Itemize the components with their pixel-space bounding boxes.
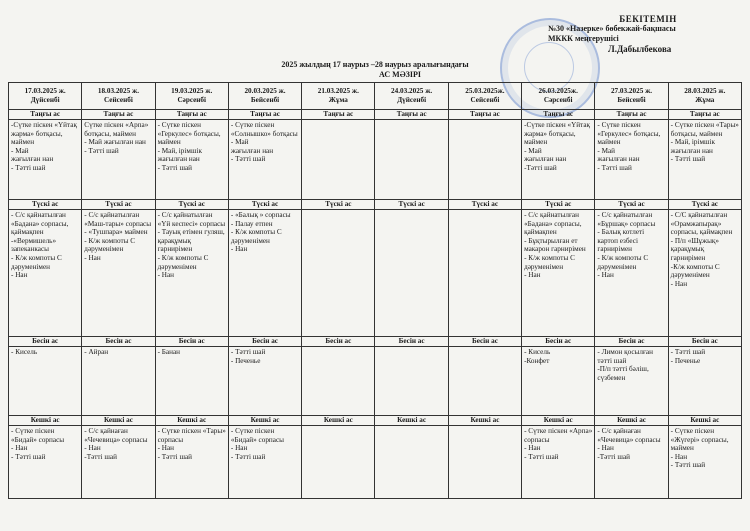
meal-name: Кешкі ас <box>228 416 301 426</box>
menu-item: - Нан <box>157 444 175 453</box>
meal-cell <box>82 120 155 200</box>
menu-item: -«Вермишель» запеканкасы <box>11 236 57 254</box>
meal-name: Таңғы ас <box>9 110 82 120</box>
meal-name: Таңғы ас <box>155 110 228 120</box>
day-header <box>522 83 595 110</box>
meal-name: Кешкі ас <box>375 416 448 426</box>
day-header <box>448 83 521 110</box>
day-header <box>668 83 741 110</box>
date-header-row <box>9 83 742 110</box>
menu-item: - С/с қайнатылған «Маш-тары» сорпасы <box>84 211 152 228</box>
menu-item: -Тәтті шай <box>84 452 117 461</box>
menu-item: -Сүтке піскен «Үйтақ жарма» ботқасы, маймен <box>524 121 591 147</box>
meal-cell <box>155 120 228 200</box>
menu-item: - С/с қайнатылған «Бадана» сорпасы, қаймақпен <box>524 211 582 237</box>
menu-item: - Нан <box>157 271 175 280</box>
menu-item: жағылған нан <box>524 155 567 164</box>
meal-name: Бесін ас <box>82 337 155 347</box>
menu-item: -П/п тәтті бәліш, сүзбемен <box>597 365 649 382</box>
menu-item: - Печенье <box>670 356 701 365</box>
meal-cell <box>375 120 448 200</box>
meal-name: Түскі ас <box>522 200 595 210</box>
day-date: 24.03.2025 ж. <box>391 87 433 96</box>
day-weekday: Бейсенбі <box>250 96 280 104</box>
day-header <box>82 83 155 110</box>
meal-cell <box>302 120 375 200</box>
menu-item: -Тәтті шай <box>597 452 630 461</box>
day-weekday: Дүйсенбі <box>30 96 60 104</box>
day-date: 28.03.2025 ж. <box>684 87 726 96</box>
day-weekday: Сәрсенбі <box>543 96 573 104</box>
menu-item: - Банан <box>157 348 180 356</box>
approval-title: БЕКІТЕМІН <box>619 14 677 24</box>
menu-item: - Бұқтырылған ет макарон гарнирімен <box>524 236 586 254</box>
day-date: 27.03.2025 ж. <box>610 87 653 96</box>
menu-item: - Май <box>230 138 249 147</box>
menu-item: - Нан <box>11 271 28 280</box>
meal-name: Түскі ас <box>155 200 228 210</box>
menu-item: -Конфет <box>524 356 550 365</box>
menu-item: -К/ж компоты С дәруменімен <box>670 262 720 280</box>
day-weekday: Сәрсенбі <box>177 96 207 104</box>
day-date: 25.03.2025ж. <box>465 87 505 96</box>
day-date: 21.03.2025 ж. <box>317 87 359 96</box>
meal-header-row <box>9 416 742 426</box>
menu-item: -Сүтке піскен «Үйтақ жарма» ботқасы, маймен <box>11 121 77 147</box>
menu-item: - Тәтті шай <box>230 452 266 461</box>
meal-name: Бесін ас <box>302 337 375 347</box>
meal-name: Таңғы ас <box>522 110 595 120</box>
menu-item: - «Балық » сорпасы <box>230 211 291 219</box>
menu-item: - Сүтке піскен «Тары» ботқасы, маймен <box>670 121 739 138</box>
meal-name: Бесін ас <box>668 337 741 347</box>
menu-item: - С/с қайнаған «Чечевица» сорпасы <box>597 427 661 444</box>
meal-cell <box>228 120 301 200</box>
menu-item: - С/с қайнатылған «Үй кеспесі» сорпасы <box>157 211 226 228</box>
meal-name: Кешкі ас <box>522 416 595 426</box>
approval-block <box>548 14 748 54</box>
meal-cell <box>302 347 375 416</box>
meal-name: Бесін ас <box>155 337 228 347</box>
menu-item: жағылған нан <box>230 146 274 155</box>
day-weekday: Жұма <box>695 96 715 104</box>
menu-item: - Тәтті шай <box>670 348 706 356</box>
menu-item: - П/п «Шұжық» қарақұмық гарнирімен <box>670 236 720 262</box>
meal-cell <box>228 426 301 499</box>
meal-cell <box>668 426 741 499</box>
day-header <box>9 83 82 110</box>
menu-item: - С/С қайнатылған «Орамжапырақ» сорпасы, қаймақпен <box>670 211 733 237</box>
menu-item: - К/ж компоты С дәруменімен <box>524 253 575 271</box>
meal-name: Кешкі ас <box>595 416 668 426</box>
menu-item: - Нан <box>230 245 248 254</box>
menu-item: - Тәтті шай <box>230 348 266 356</box>
day-header <box>302 83 375 110</box>
menu-item: - Май, ірімшік жағылған нан <box>157 146 202 164</box>
meal-cell <box>82 426 155 499</box>
approval-line-2: МККК меңгерушісі <box>548 34 619 43</box>
meal-header-row <box>9 337 742 347</box>
period-title: 2025 жылдың 17 наурыз –28 наурыз аралығындағы <box>281 60 469 69</box>
meal-cell <box>522 120 595 200</box>
meal-name: Таңғы ас <box>228 110 301 120</box>
meal-cell <box>522 347 595 416</box>
meal-cell <box>82 210 155 337</box>
meal-name: Бесін ас <box>228 337 301 347</box>
approval-line-1: №30 «Назерке» бөбекжай-бақшасы <box>548 24 676 33</box>
meal-cell <box>375 210 448 337</box>
menu-table <box>8 82 742 499</box>
menu-item: - Сүтке піскен «Тары» сорпасы <box>157 427 226 444</box>
menu-item: - Сүтке піскен «Бидай» сорпасы <box>11 427 65 444</box>
menu-item: - Тауық етімен гуляш, қарақұмық гарнирімен <box>157 228 225 254</box>
meal-name: Кешкі ас <box>668 416 741 426</box>
meal-cell <box>668 210 741 337</box>
meal-cell <box>9 426 82 499</box>
meal-cell <box>302 426 375 499</box>
meal-name: Түскі ас <box>668 200 741 210</box>
menu-item: - Нан <box>230 444 248 453</box>
meal-cell <box>155 210 228 337</box>
meal-name: Кешкі ас <box>82 416 155 426</box>
day-header <box>228 83 301 110</box>
day-date: 20.03.2025 ж. <box>244 87 286 96</box>
menu-item: - Тәтті шай <box>11 452 46 461</box>
day-weekday: Сейсенбі <box>470 96 500 104</box>
menu-item: - Нан <box>670 452 688 461</box>
menu-item: - Сүтке піскен «Бидай» сорпасы <box>230 427 284 444</box>
meal-name: Түскі ас <box>448 200 521 210</box>
meal-name: Таңғы ас <box>82 110 155 120</box>
menu-item: - Сүтке піскен «Жүгері» сорпасы, маймен <box>670 427 729 453</box>
meal-cell <box>9 210 82 337</box>
menu-item: - Палау етпен <box>230 219 273 228</box>
meal-name: Түскі ас <box>9 200 82 210</box>
day-weekday: Бейсенбі <box>617 96 646 104</box>
menu-item: - Май <box>597 146 615 155</box>
meal-name: Таңғы ас <box>302 110 375 120</box>
menu-item: - Нан <box>11 444 28 453</box>
meal-name: Кешкі ас <box>155 416 228 426</box>
menu-item: жағылған нан <box>597 155 640 164</box>
meal-header-row <box>9 110 742 120</box>
menu-item: - Тәтті шай <box>597 163 632 172</box>
meal-cell <box>9 347 82 416</box>
menu-item: - Кисель <box>11 348 38 356</box>
menu-item: - Печенье <box>230 356 261 365</box>
menu-item: - Нан <box>84 444 101 453</box>
meal-name: Түскі ас <box>375 200 448 210</box>
meal-name: Бесін ас <box>9 337 82 347</box>
meal-name: Бесін ас <box>522 337 595 347</box>
menu-item: - Тәтті шай <box>157 452 193 461</box>
menu-item: - «Тушпара» маймен <box>84 228 148 237</box>
day-header <box>155 83 228 110</box>
meal-content-row <box>9 120 742 200</box>
meal-cell <box>375 347 448 416</box>
meal-cell <box>448 210 521 337</box>
meal-name: Түскі ас <box>595 200 668 210</box>
approval-signature: Л.Дабылбекова <box>608 44 672 54</box>
meal-name: Таңғы ас <box>448 110 521 120</box>
meal-cell <box>448 120 521 200</box>
menu-item: - Тәтті шай <box>11 163 46 172</box>
meal-cell <box>595 210 668 337</box>
meal-name: Таңғы ас <box>375 110 448 120</box>
meal-name: Бесін ас <box>595 337 668 347</box>
meal-cell <box>302 210 375 337</box>
menu-item: - Тәтті шай <box>84 146 119 155</box>
meal-cell <box>668 347 741 416</box>
menu-item: - Нан <box>524 271 541 280</box>
meal-name: Кешкі ас <box>9 416 82 426</box>
menu-item: жағылған нан <box>670 146 713 155</box>
menu-item: - С/с қайнатылған «Бұршақ» сорпасы <box>597 211 656 228</box>
meal-name: Таңғы ас <box>595 110 668 120</box>
meal-cell <box>522 426 595 499</box>
menu-item: - Сүтке піскен «Геркулес» ботқасы, маймен <box>157 121 221 147</box>
menu-item: - Балық котлеті картоп езбесі гарнирімен <box>597 228 645 254</box>
menu-item: - Май <box>524 146 542 155</box>
menu-item: - Сүтке піскен «Геркулес» ботқасы, маймен <box>597 121 661 147</box>
meal-header-row <box>9 200 742 210</box>
menu-item: - Сүтке піскен «Арпа» сорпасы <box>524 427 593 444</box>
menu-item: - С/с қайнатылған «Бадана» сорпасы, қаймақпен <box>11 211 69 237</box>
menu-item: - К/ж компоты С дәруменімен <box>230 228 282 245</box>
menu-item: - Лимон қосылған тәтті шай <box>597 348 653 365</box>
menu-item: - Сүтке піскен «Солнышко» ботқасы <box>230 121 298 138</box>
menu-item: - К/ж компоты С дәруменімен <box>157 253 209 271</box>
menu-item: - Кисель <box>524 348 551 356</box>
meal-cell <box>448 426 521 499</box>
menu-item: - Нан <box>524 444 541 453</box>
meal-cell <box>9 120 82 200</box>
day-date: 26.03.2025ж. <box>538 87 578 96</box>
menu-item: - Тәтті шай <box>230 155 266 164</box>
menu-item: - Тәтті шай <box>670 155 706 164</box>
menu-item: - Айран <box>84 348 109 356</box>
menu-item: - Нан <box>670 279 688 288</box>
meal-content-row <box>9 210 742 337</box>
menu-item: - Май <box>11 146 29 155</box>
day-date: 18.03.2025 ж. <box>97 87 140 96</box>
meal-content-row <box>9 347 742 416</box>
day-date: 19.03.2025 ж. <box>171 87 213 96</box>
meal-cell <box>595 120 668 200</box>
day-date: 17.03.2025 ж. <box>24 87 66 96</box>
meal-content-row <box>9 426 742 499</box>
menu-item: - Нан <box>597 444 614 453</box>
menu-item: - С/с қайнаған «Чечевица» сорпасы <box>84 427 148 444</box>
menu-item: - Май, ірімшік <box>670 138 716 147</box>
meal-cell <box>522 210 595 337</box>
meal-cell <box>155 347 228 416</box>
meal-cell <box>448 347 521 416</box>
menu-item: - К/ж компоты С дәруменімен <box>11 253 62 271</box>
meal-cell <box>155 426 228 499</box>
meal-name: Кешкі ас <box>302 416 375 426</box>
menu-item: - Май жағылған нан <box>84 138 146 147</box>
menu-item: - Тәтті шай <box>157 163 193 172</box>
meal-name: Түскі ас <box>82 200 155 210</box>
meal-cell <box>82 347 155 416</box>
menu-item: - Нан <box>84 253 101 262</box>
menu-item: - К/ж компоты С дәруменімен <box>84 236 136 254</box>
document-header <box>0 60 750 80</box>
meal-cell <box>595 347 668 416</box>
meal-cell <box>595 426 668 499</box>
menu-item: - Тәтті шай <box>670 461 706 470</box>
meal-cell <box>668 120 741 200</box>
day-weekday: Жұма <box>328 96 348 104</box>
menu-title: АС МӘЗІРІ <box>379 70 421 79</box>
day-header <box>595 83 668 110</box>
meal-cell <box>375 426 448 499</box>
menu-item: - Нан <box>597 271 614 280</box>
meal-name: Бесін ас <box>448 337 521 347</box>
meal-name: Бесін ас <box>375 337 448 347</box>
menu-item: жағылған нан <box>11 155 54 164</box>
day-weekday: Дүйсенбі <box>397 96 427 104</box>
day-header <box>375 83 448 110</box>
menu-item: Сүтке піскен «Арпа» ботқасы, маймен <box>84 121 149 138</box>
meal-cell <box>228 210 301 337</box>
meal-cell <box>228 347 301 416</box>
menu-item: -Тәтті шай <box>524 163 557 172</box>
meal-name: Кешкі ас <box>448 416 521 426</box>
menu-item: - Тәтті шай <box>524 452 559 461</box>
day-weekday: Сейсенбі <box>104 96 133 104</box>
meal-name: Түскі ас <box>228 200 301 210</box>
menu-item: - К/ж компоты С дәруменімен <box>597 253 649 271</box>
meal-name: Түскі ас <box>302 200 375 210</box>
meal-name: Таңғы ас <box>668 110 741 120</box>
